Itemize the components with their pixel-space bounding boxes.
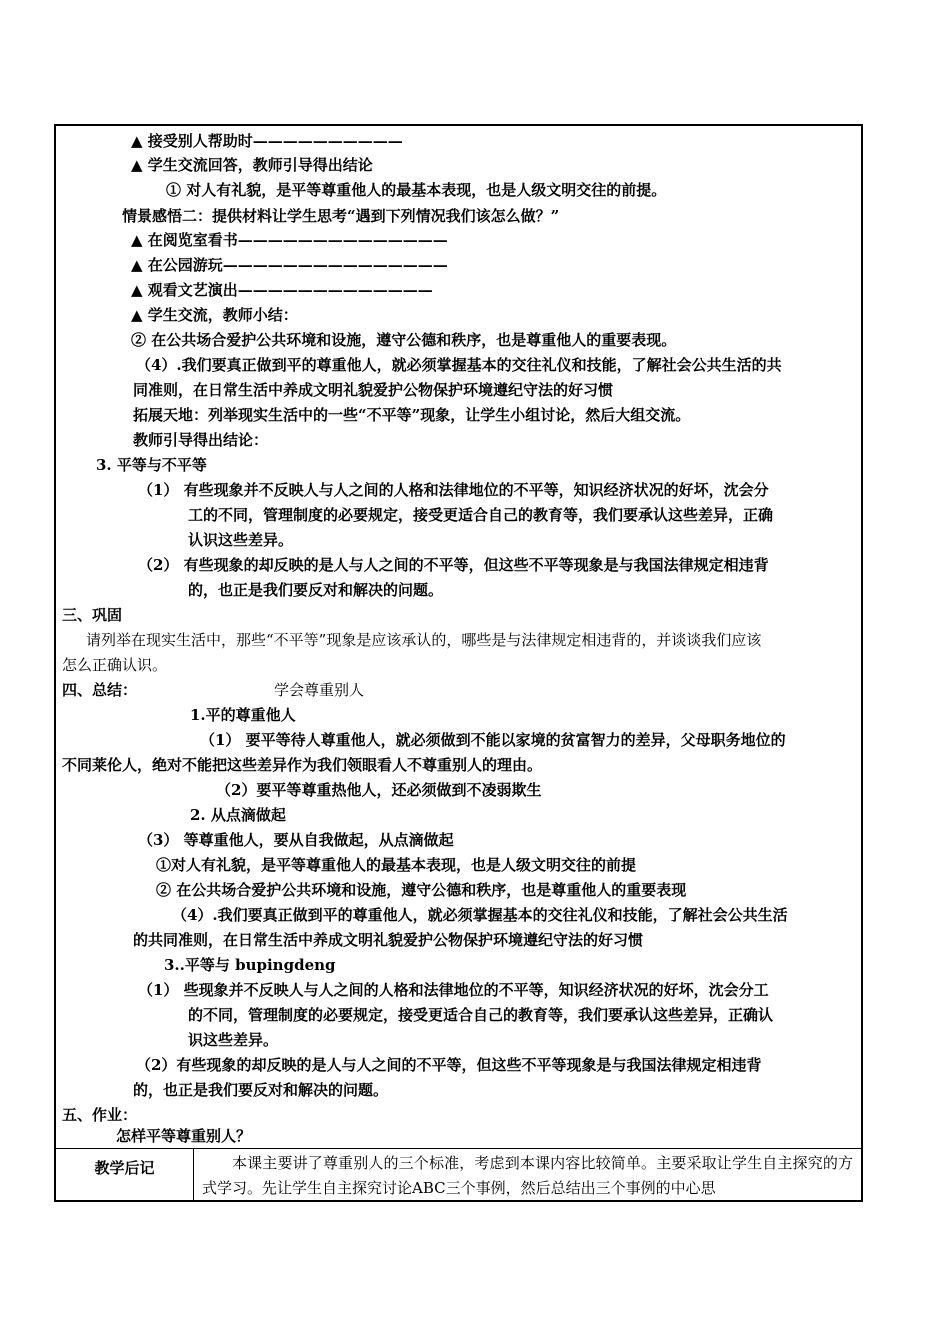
text-line: ② 在公共场合爱护公共环境和设施，遵守公德和秩序，也是尊重他人的重要表现。 xyxy=(131,331,677,349)
text-line: （4）.我们要真正做到平的尊重他人，就必须掌握基本的交往礼仪和技能，了解社会公共生活的共 xyxy=(136,356,782,374)
text-line: 怎么正确认识。 xyxy=(62,656,168,674)
text-line: 工的不同，管理制度的必要规定，接受更适合自己的教育等，我们要承认这些差异，正确 xyxy=(188,506,774,524)
houji-text: 本课主要讲了尊重别人的三个标准，考虑到本课内容比较简单。主要采取让学生自主探究的方式学习。先让学生自主探究讨论ABC三个事例，然后总结出三个事例的中心思 xyxy=(202,1154,853,1197)
text-line: 请列举在现实生活中，那些“不平等”现象是应该承认的，哪些是与法律规定相违背的，并谈谈我们应该 xyxy=(86,631,762,649)
text-line: 情景感悟二：提供材料让学生思考“遇到下列情况我们该怎么做？” xyxy=(122,207,560,225)
lesson-plan-table xyxy=(54,124,863,1202)
column-divider xyxy=(193,1148,194,1200)
text-line: 教师引导得出结论： xyxy=(133,431,269,449)
summary-title: 学会尊重别人 xyxy=(274,681,365,699)
text-line: 拓展天地：列举现实生活中的一些“不平等”现象，让学生小组讨论，然后大组交流。 xyxy=(133,406,691,424)
text-line: 怎样平等尊重别人？ xyxy=(116,1127,252,1145)
section-heading: 三、巩固 xyxy=(62,606,123,624)
text-line: （1） 有些现象并不反映人与人之间的人格和法律地位的不平等，知识经济状况的好坏，沈会分 xyxy=(138,481,769,499)
text-line: ① 对人有礼貌，是平等尊重他人的最基本表现，也是人级文明交往的前提。 xyxy=(166,181,667,199)
text-line: （1） 要平等待人尊重他人，就必须做到不能以家境的贫富智力的差异，父母职务地位的 xyxy=(200,731,786,749)
text-line: ▲ 接受别人帮助时—————————— xyxy=(131,132,403,150)
text-line: （4）.我们要真正做到平的尊重他人，就必须掌握基本的交往礼仪和技能，了解社会公共生活 xyxy=(172,906,788,924)
text-line: ▲ 在阅览室看书—————————————— xyxy=(131,231,448,249)
text-line: 的共同准则，在日常生活中养成文明礼貌爱护公物保护环境遵纪守法的好习惯 xyxy=(133,931,644,949)
text-line: ▲ 学生交流，教师小结： xyxy=(131,306,298,324)
text-line: ② 在公共场合爱护公共环境和设施，遵守公德和秩序，也是尊重他人的重要表现 xyxy=(156,881,687,899)
houji-label: 教学后记 xyxy=(94,1159,155,1177)
text-line: 的，也正是我们要反对和解决的问题。 xyxy=(188,581,444,599)
text-line: ▲ 在公园游玩——————————————— xyxy=(131,256,448,274)
section-heading: 四、总结： xyxy=(62,681,138,699)
section-heading: 五、作业： xyxy=(62,1106,138,1124)
text-line: 不同莱伦人，绝对不能把这些差异作为我们领眼看人不尊重别人的理由。 xyxy=(62,756,543,774)
text-line: 同准则，在日常生活中养成文明礼貌爱护公物保护环境遵纪守法的好习惯 xyxy=(133,381,614,399)
text-line: ▲ 学生交流回答，教师引导得出结论 xyxy=(131,156,373,174)
text-line: ①对人有礼貌，是平等尊重他人的最基本表现，也是人级文明交往的前提 xyxy=(156,856,637,874)
text-line: （2）有些现象的却反映的是人与人之间的不平等，但这些不平等现象是与我国法律规定相违背 xyxy=(136,1056,762,1074)
text-line: 识这些差异。 xyxy=(188,1031,279,1049)
text-line: 3..平等与 bupingdeng xyxy=(164,956,336,974)
text-line: 认识这些差异。 xyxy=(188,531,294,549)
text-line: （3） 等尊重他人，要从自我做起，从点滴做起 xyxy=(138,831,454,849)
text-line: 1.平的尊重他人 xyxy=(190,706,296,724)
text-line: 2. 从点滴做起 xyxy=(190,806,286,824)
text-line: （2） 有些现象的却反映的是人与人之间的不平等，但这些不平等现象是与我国法律规定相违背 xyxy=(138,556,769,574)
text-line: 3. 平等与不平等 xyxy=(96,456,207,474)
text-line: （1） 些现象并不反映人与人之间的人格和法律地位的不平等，知识经济状况的好坏，沈会分工 xyxy=(138,981,769,999)
text-line: ▲ 观看文艺演出————————————— xyxy=(131,281,433,299)
text-line: 的不同，管理制度的必要规定，接受更适合自己的教育等，我们要承认这些差异，正确认 xyxy=(188,1006,774,1024)
text-line: （2）要平等尊重热他人，还必须做到不凌弱欺生 xyxy=(216,781,542,799)
text-line: 的，也正是我们要反对和解决的问题。 xyxy=(133,1081,389,1099)
row-divider xyxy=(56,1148,861,1149)
